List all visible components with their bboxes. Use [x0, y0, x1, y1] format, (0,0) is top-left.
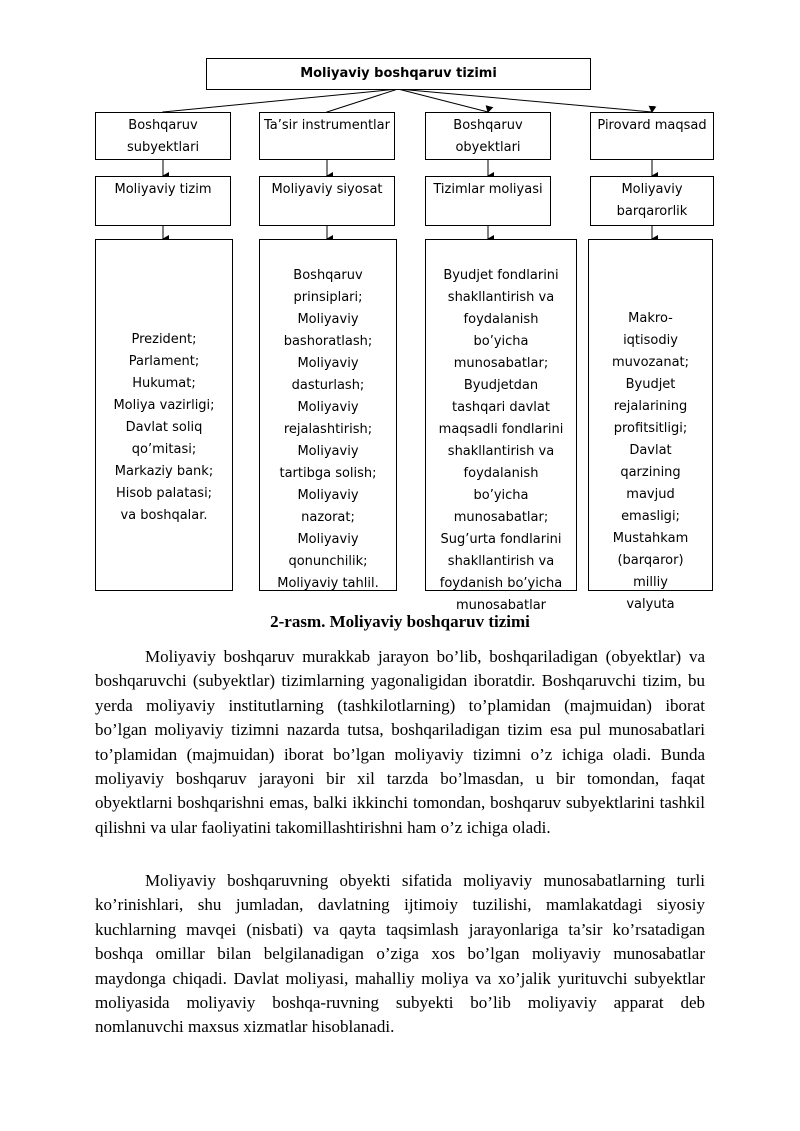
box-label: Moliyaviy barqarorlik	[616, 182, 688, 219]
list-items: Prezident; Parlament; Hukumat; Moliya vazirligi; Davlat soliq qo’mitasi; Markaziy bank; Hisob palatasi; va boshqalar.	[113, 332, 215, 523]
box-label: Moliyaviy tizim	[114, 182, 212, 197]
paragraph-1: Moliyaviy boshqaruv murakkab jarayon bo’lib, boshqariladigan (obyektlar) va boshqaruvchi (subyektlar) tizimlarning yagonaligidan iboratdir. Boshqaruvchi tizim, bu yerda moliyaviy institutlarning (tashkilotlarning) to’plamidan (majmuidan) iborat bo’lgan moliyaviy tizimni nazarda tutsa, boshqariladigan tizim esa pul munosabatlari to’plamidan (majmuidan) iborat bo’lgan moliyaviy tizimni o’z ichiga oladi. Bunda moliyaviy boshqaruv jarayoni bir xil tarzda bo’lmasdan, u bir tomondan, faqat obyektlarni boshqarishni emas, balki ikkinchi tomondan, boshqaruv subyektlarini tashkil qilishni va ular faoliyatini takomillashtirishni ham o’z ichiga oladi.	[95, 647, 705, 837]
arrow-title-to-col4	[398, 89, 652, 112]
list-box-subyektlar	[95, 239, 233, 591]
box-label: Pirovard maqsad	[597, 118, 707, 133]
list-items: Makro- iqtisodiy muvozanat; Byudjet rejalarining profitsitligi; Davlat qarzining mavjud emasligi; Mustahkam (barqaror) milliy valyuta	[611, 311, 690, 612]
list-items: Boshqaruv prinsiplari; Moliyaviy bashoratlash; Moliyaviy dasturlash; Moliyaviy rejalashtirish; Moliyaviy tartibga solish; Moliyaviy nazorat; Moliyaviy qonunchilik; Moliyaviy tahlil.	[277, 268, 379, 591]
list-box-maqsad	[588, 239, 713, 612]
figure-caption: 2-rasm. Moliyaviy boshqaruv tizimi	[270, 612, 530, 631]
box-boshqaruv-subyektlari	[95, 112, 231, 160]
box-pirovard-maqsad	[590, 112, 714, 160]
box-moliyaviy-siyosat	[259, 176, 395, 226]
arrow-title-to-col3	[398, 89, 488, 112]
list-box-instrumentlar	[259, 239, 397, 591]
box-label: Moliyaviy siyosat	[271, 182, 383, 197]
box-moliyaviy-tizim	[95, 176, 231, 226]
box-tizimlar-moliyasi	[425, 176, 551, 226]
box-label: Boshqaruv subyektlari	[126, 118, 200, 155]
box-boshqaruv-obyektlari	[425, 112, 551, 160]
box-moliyaviy-barqarorlik	[590, 176, 714, 226]
list-box-obyektlar	[425, 239, 577, 613]
diagram-title: Moliyaviy boshqaruv tizimi	[300, 66, 497, 81]
box-label: Ta’sir instrumentlar	[264, 118, 390, 133]
box-tasir-instrumentlar	[259, 112, 395, 160]
list-items: Byudjet fondlarini shakllantirish va foydalanish bo’yicha munosabatlar; Byudjetdan tashqari davlat maqsadli fondlarini shakllantirish va foydalanish bo’yicha munosabatlar; Sug’urta fondlarini shakllantirish va foydanish bo’yicha munosabatlar	[438, 268, 564, 613]
box-label: Tizimlar moliyasi	[433, 182, 543, 197]
diagram-title-box	[206, 58, 591, 90]
paragraph-2: Moliyaviy boshqaruvning obyekti sifatida moliyaviy munosabatlarning turli ko’rinishlari, shu jumladan, davlatning ijtimoiy tuzilishi, mamlakatdagi siyosiy kuchlarning mavqei (nisbati) va qayta taqsimlash jarayonlariga ta’sir ko’rsatadigan boshqa omillar bilan belgilanadigan o’ziga xos bo’lgan moliyaviy munosabatlar maydonga chiqadi. Davlat moliyasi, mahalliy moliya va xo’jalik yurituvchi subyektlar moliyasida moliyaviy boshqa-ruvning subyekti bo’lib moliyaviy apparat deb nomlanuvchi maxsus xizmatlar hisoblanadi.	[95, 871, 705, 1037]
box-label: Boshqaruv obyektlari	[453, 118, 523, 155]
